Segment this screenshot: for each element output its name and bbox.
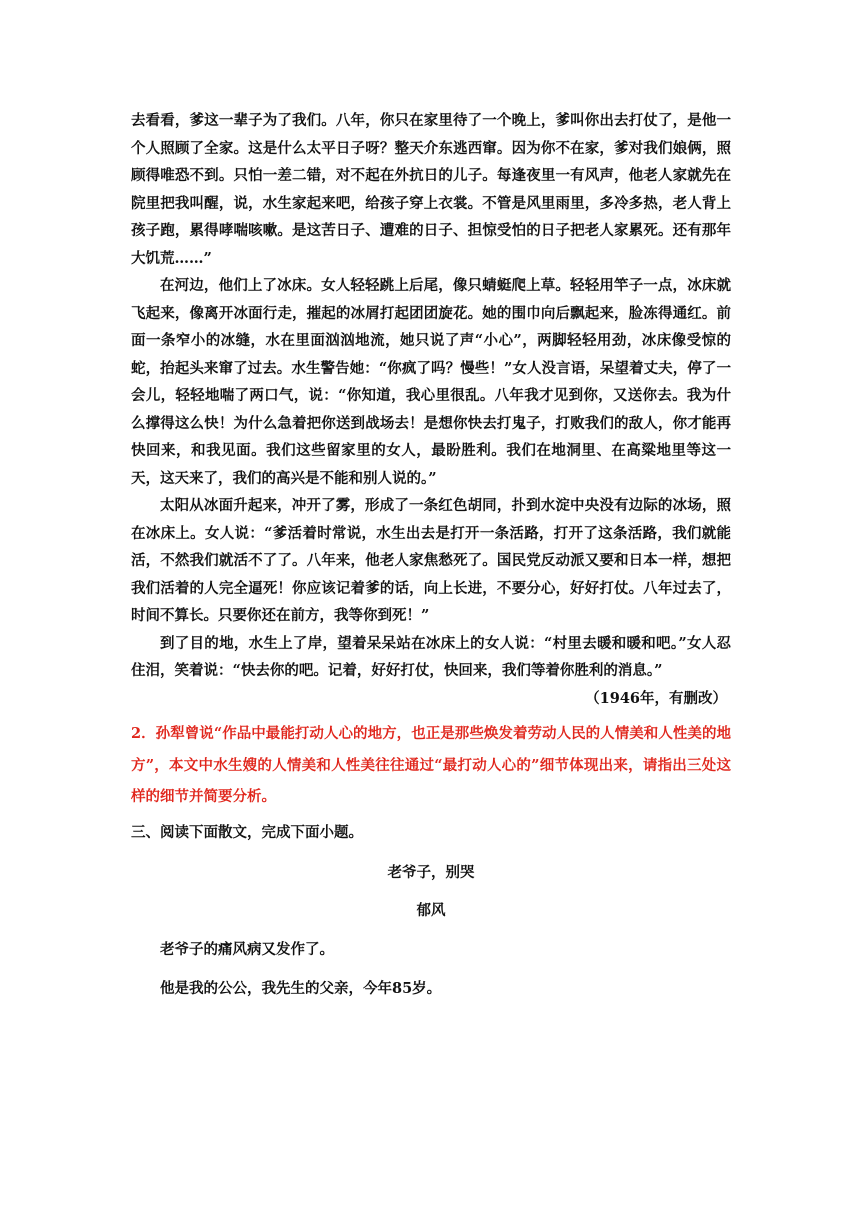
story-paragraph-4: 到了目的地，水生上了岸，望着呆呆站在冰床上的女人说：“村里去暖和暖和吧。”女人忍住泪，笑着说：“快去你的吧。记着，好好打仗，快回来，我们等着你胜利的消息。” <box>131 634 731 679</box>
essay-title: 老爷子，别哭 <box>387 863 475 881</box>
essay-author: 郁风 <box>416 901 446 919</box>
story-paragraph-2: 在河边，他们上了冰床。女人轻轻跳上后尾，像只蜻蜓爬上草。轻轻用竿子一点，冰床就飞起来，像离开冰面行走，摧起的冰屑打起团团旋花。她的围巾向后飘起来，脸冻得通红。前面一条窄小的冰缝，水在里面汹汹地流，她只说了声“小心”，两脚轻轻用劲，冰床像受惊的蛇，抬起头来窜了过去。水生警告她：“你疯了吗？慢些！”女人没言语，呆望着丈夫，停了一会儿，轻轻地喘了两口气，说：“你知道，我心里很乱。八年我才见到你，又送你去。我为什么撑得这么快！为什么急着把你送到战场去！是想你快去打鬼子，打败我们的敌人，你才能再快回来，和我见面。我们这些留家里的女人，最盼胜利。我们在地洞里、在高粱地里等这一天，这天来了，我们的高兴是不能和别人说的。” <box>131 277 731 487</box>
document-content <box>131 107 731 1004</box>
question-2: 2．孙犁曾说“作品中最能打动人心的地方，也正是那些焕发着劳动人民的人情美和人性美的地方”，本文中水生嫂的人情美和人性美往往通过“最打动人心的”细节体现出来，请指出三处这样的细节并简要分析。 <box>131 725 731 805</box>
essay-paragraph-1: 老爷子的痛风病又发作了。 <box>160 940 334 958</box>
story-paragraph-3: 太阳从冰面升起来，冲开了雾，形成了一条红色胡同，扑到水淀中央没有边际的冰场，照在冰床上。女人说：“爹活着时常说，水生出去是打开一条活路，打开了这条活路，我们就能活，不然我们就活不了了。八年来，他老人家焦愁死了。国民党反动派又要和日本一样，想把我们活着的人完全逼死！你应该记着爹的话，向上长进，不要分心，好好打仗。八年过去了，时间不算长。只要你还在前方，我等你到死！” <box>131 497 731 624</box>
source-note: （1946年，有删改） <box>585 689 727 707</box>
essay-paragraph-2: 他是我的公公，我先生的父亲，今年85岁。 <box>160 979 442 997</box>
story-paragraph-1: 去看看，爹这一辈子为了我们。八年，你只在家里待了一个晚上，爹叫你出去打仗了，是他一个人照顾了全家。这是什么太平日子呀？整天介东逃西窜。因为你不在家，爹对我们娘俩，照顾得唯恐不到。只怕一差二错，对不起在外抗日的儿子。每逢夜里一有风声，他老人家就先在院里把我叫醒，说，水生家起来吧，给孩子穿上衣裳。不管是风里雨里，多冷多热，老人背上孩子跑，累得哮喘咳嗽。是这苦日子、遭难的日子、担惊受怕的日子把老人家累死。还有那年大饥荒……” <box>131 112 731 267</box>
section-3-heading: 三、阅读下面散文，完成下面小题。 <box>131 823 363 841</box>
